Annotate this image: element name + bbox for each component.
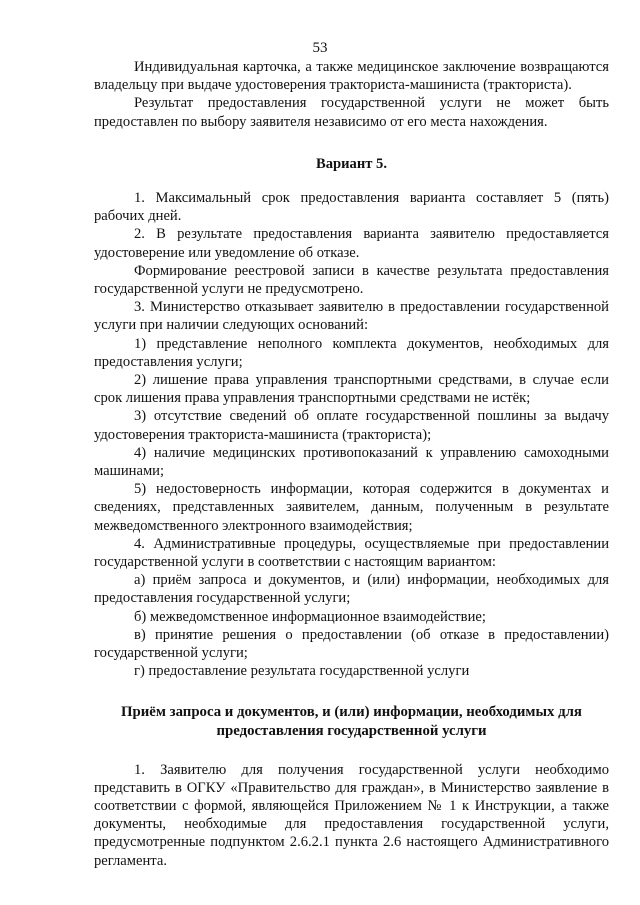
- list-item-refusal-1: 1) представление неполного комплекта документов, необходимых для предоставления услуги;: [94, 335, 609, 370]
- list-item-refusal-3: 3) отсутствие сведений об оплате государственной пошлины за выдачу удостоверения тракториста-машиниста (тракториста);: [94, 408, 609, 443]
- paragraph-result-location: Результат предоставления государственной услуги не может быть предоставлен по выбору заявителя независимо от его места нахождения.: [94, 95, 609, 130]
- document-body: [94, 58, 609, 870]
- paragraph-submission: 1. Заявителю для получения государственной услуги необходимо представить в ОГКУ «Правительство для граждан», в Министерство заявление в соответствии с формой, являющейся Приложением № 1 к Инструкции, а также документы, необходимые для предоставления государственной услуги, предусмотренные подпунктом 2.6.2.1 пункта 2.6 настоящего Административного регламента.: [94, 761, 609, 869]
- list-item-refusal-5: 5) недостоверность информации, которая содержится в документах и сведениях, представленных заявителем, данным, полученным в результате межведомственного электронного взаимодействия;: [94, 481, 609, 534]
- paragraph-return-card: Индивидуальная карточка, а также медицинское заключение возвращаются владельцу при выдаче удостоверения тракториста-машиниста (тракториста).: [94, 59, 609, 94]
- section-heading-line-1: Приём запроса и документов, и (или) информации, необходимых для: [121, 703, 582, 720]
- page-number: 53: [312, 40, 328, 56]
- paragraph-procedures: 4. Административные процедуры, осуществляемые при предоставлении государственной услуги в соответствии с настоящим вариантом:: [94, 535, 609, 571]
- paragraph-refusal-grounds: 3. Министерство отказывает заявителю в предоставлении государственной услуги при наличии следующих оснований:: [94, 299, 609, 334]
- section-heading: [94, 703, 609, 741]
- list-item-procedure-b: б) межведомственное информационное взаимодействие;: [134, 608, 486, 625]
- list-item-refusal-2: 2) лишение права управления транспортными средствами, в случае если срок лишения права управления транспортными средствами не истёк;: [94, 372, 609, 407]
- list-item-procedure-v: в) принятие решения о предоставлении (об отказе в предоставлении) государственной услуги;: [94, 626, 609, 662]
- paragraph-result: 2. В результате предоставления варианта заявителю предоставляется удостоверение или уведомление об отказе.: [94, 226, 609, 261]
- list-item-procedure-a: а) приём запроса и документов, и (или) информации, необходимых для предоставления государственной услуги;: [94, 572, 609, 607]
- variant-heading: Вариант 5.: [315, 155, 388, 172]
- section-heading-line-2: предоставления государственной услуги: [216, 722, 487, 739]
- paragraph-registry: Формирование реестровой записи в качестве результата предоставления государственной услуги не предусмотрено.: [94, 262, 609, 298]
- list-item-procedure-g: г) предоставление результата государственной услуги: [134, 663, 470, 680]
- paragraph-max-term: 1. Максимальный срок предоставления варианта составляет 5 (пять) рабочих дней.: [94, 190, 609, 225]
- list-item-refusal-4: 4) наличие медицинских противопоказаний к управлению самоходными машинами;: [94, 444, 609, 480]
